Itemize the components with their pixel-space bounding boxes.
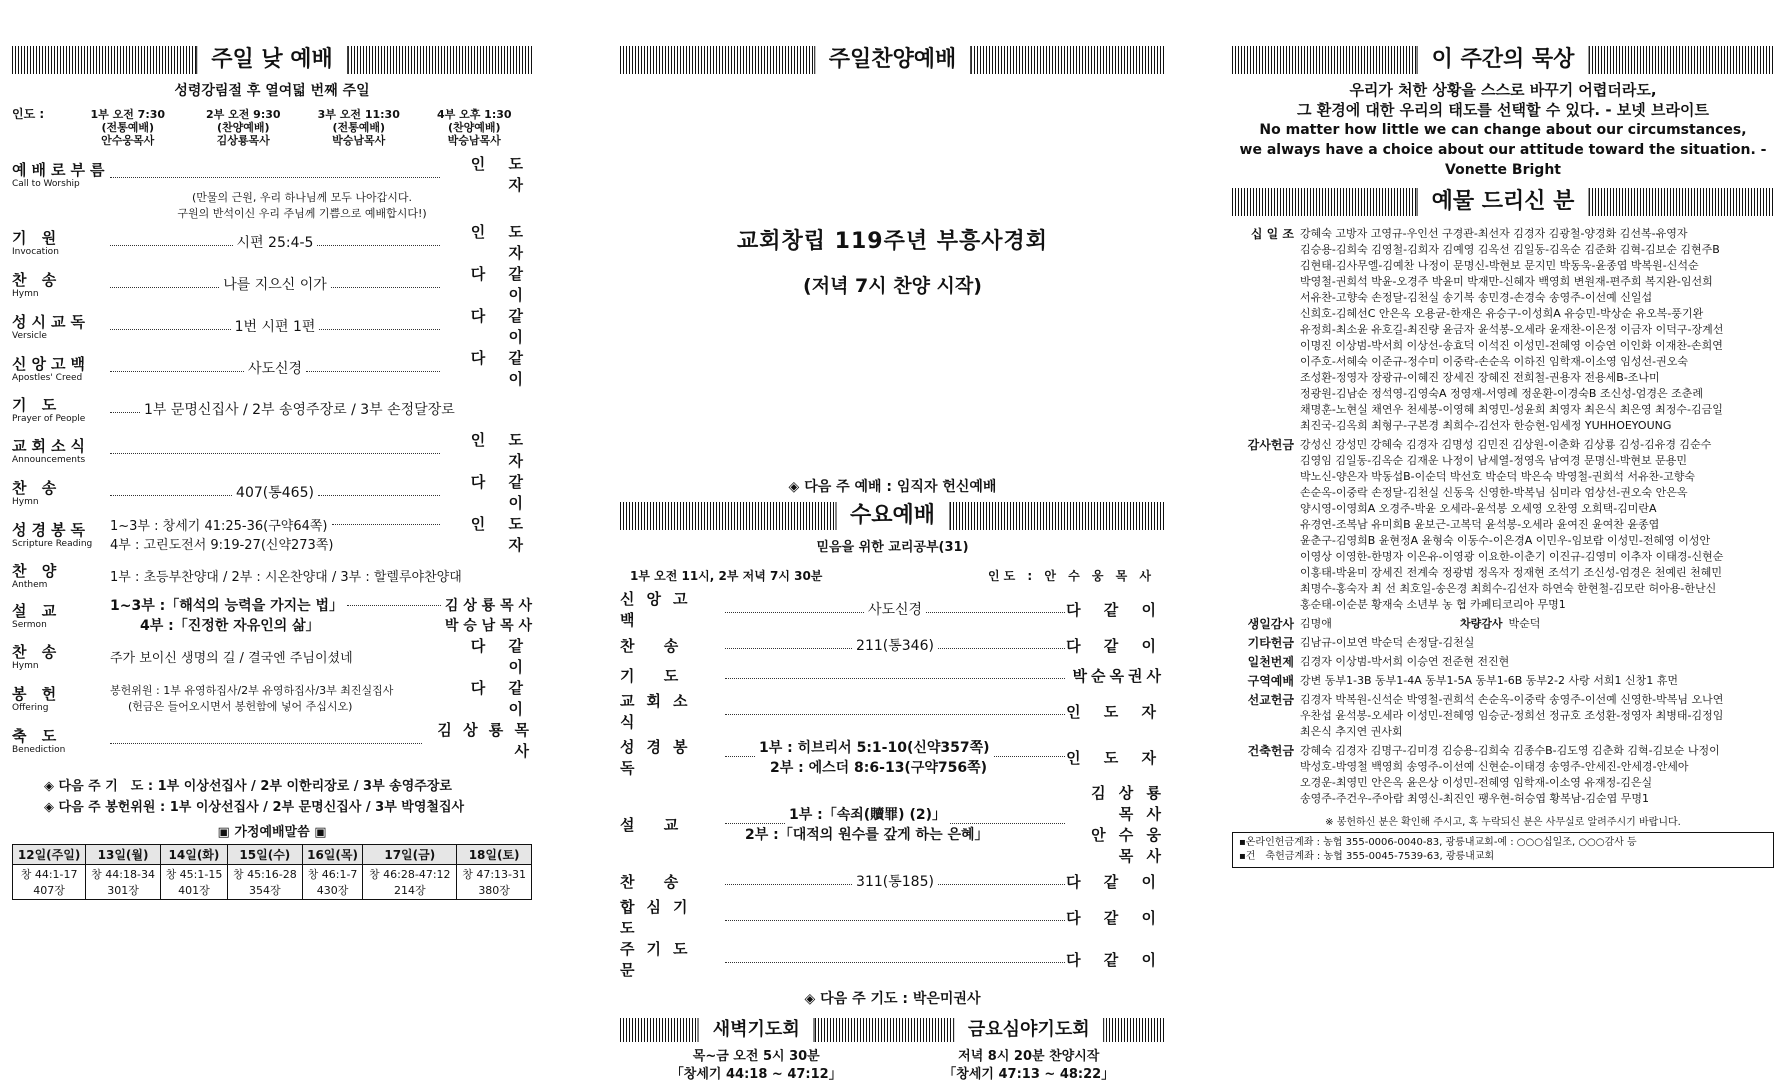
thanks-line: 이홍태-박윤미 장세진 전계숙 정광범 정옥자 정재현 조석기 조신성-엄경은 천예린 천혜민 — [1300, 566, 1722, 579]
giving-notice: ※ 봉헌하신 분은 확인해 주시고, 혹 누락되신 분은 사무실로 알려주시기 바랍니다. — [1325, 817, 1681, 828]
thanks-line: 윤춘구-김영희B 윤현정A 윤형숙 이동수-이은경A 이민우-임보람 이성민-전혜영 이성안 — [1300, 534, 1711, 547]
wed-united-prayer: 합심기도 다 같 이 — [620, 898, 1165, 937]
order-hymn-2: 찬 송 Hymn 407(통465) 다 같 이 — [12, 473, 532, 512]
givers-title: 예물 드리신 분 — [1417, 188, 1590, 216]
mission-line: 최은식 추지연 권사회 — [1300, 725, 1403, 738]
thanks-line: 강성신 강성민 강혜숙 김경자 김명성 김민진 김상원-이춘화 김상룡 김성-김유경 김순수 — [1300, 438, 1712, 451]
friday-prayer-title: 금요심야기도회 — [953, 1018, 1105, 1042]
tithe-line: 박영철-권희석 박윤-오경주 박윤미 박재만-신혜자 백영희 변원재-편주희 복지완-임선희 — [1300, 275, 1713, 288]
order-call-to-worship: 예배로부름 Call to Worship 인 도 자 — [12, 155, 532, 194]
lead-label: 인도 : — [12, 107, 45, 121]
build-line: 송영주-주건우-주아람 최영신-최진인 팽우현-허승엽 황복남-김순엽 무명1 — [1300, 792, 1649, 805]
tithe-line: 김현태-김사무엘-김예찬 나정이 문명신-박현보 문지민 박동욱-윤종엽 박복원-신석순 — [1300, 259, 1699, 272]
order-versicle: 성시교독 Versicle 1번 시편 1편 다 같 이 — [12, 307, 532, 346]
first-group: 일천번제 김경자 이상범-박서희 이승연 전준현 전진현 — [1247, 655, 1510, 669]
wednesday-title: 수요예배 — [835, 502, 950, 530]
tithe-line: 서유찬-고향숙 손정달-김천실 송기복 송민경-손경숙 송영주-이선예 신일섭 — [1300, 291, 1653, 304]
order-invocation: 기 원 Invocation 시편 25:4-5 인 도 자 — [12, 223, 532, 262]
sunday-worship-title: 주일 낮 예배 — [196, 46, 348, 74]
friday-prayer: 저녁 8시 20분 찬양시작 「창세기 47:13 ~ 48:22」 — [943, 1049, 1115, 1082]
praise-worship-column — [620, 46, 1165, 1084]
meditation-header — [1232, 46, 1774, 74]
prayer-meeting-header — [620, 1018, 1165, 1042]
service-4: 4부 오후 1:30 (찬양예배) 박승남목사 — [436, 108, 512, 147]
verse-row: 창 44:1-17 407장 창 44:18-34 301장 창 45:1-15 401장 창 45:16-28 354장 창 46:1-7 430장 창 46:28-47:12 214장 창 47:13-31 380장 — [13, 865, 532, 900]
thanks-line: 박노신-양은자 박동섭B-이순덕 박선호 박순덕 박은숙 박영철-권희석 서유찬-고향숙 — [1300, 470, 1696, 483]
wed-hymn-2: 찬 송 311(통185) 다 같 이 — [620, 872, 1165, 891]
wed-announcements: 교회소식 인 도 자 — [620, 692, 1165, 731]
wed-hymn: 찬 송 211(통346) 다 같 이 — [620, 636, 1165, 655]
next-offering: ◈ 다음 주 봉헌위원 : 1부 이상선집사 / 2부 문명신집사 / 3부 박영철집사 — [44, 800, 465, 815]
thanks-line: 홍순태-이순분 황재숙 소년부 농 협 카페티코리아 무명1 — [1300, 598, 1566, 611]
dawn-prayer-title: 새벽기도회 — [698, 1018, 815, 1042]
wed-next-prayer: ◈ 다음 주 기도 : 박은미권사 — [804, 991, 981, 1007]
tithe-line: 신희호-김혜선C 안은옥 오용균-한재은 유승구-이성희A 유승민-박상순 유오복-풍기완 — [1300, 307, 1704, 320]
family-worship-table — [12, 844, 532, 900]
tithe-line: 정광원-김남순 정석영-김영숙A 정영재-서영례 정운환-이경숙B 조신성-엄경은 조춘례 — [1300, 387, 1704, 400]
sunday-worship-header — [12, 46, 532, 74]
meditation-text: 우리가 처한 상황을 스스로 바꾸기 어렵더라도, 그 환경에 대한 우리의 태도를 선택할 수 있다. - 보넷 브라이트 No matter how little we can change about our circumstances, we always have a choice about our attitude toward the situation. - Vonette Bright — [1239, 81, 1767, 178]
praise-worship-header — [620, 46, 1165, 74]
wednesday-subtitle: 믿음을 위한 교리공부(31) — [816, 540, 969, 555]
sunday-worship-column — [12, 46, 532, 900]
wednesday-header — [620, 502, 1165, 530]
revival-time: (저녁 7시 찬양 시작) — [803, 275, 982, 297]
tithe-line: 이주호-서혜숙 이준규-정수미 이중락-손순옥 이하진 임학재-이소영 임성선-권오숙 — [1300, 355, 1688, 368]
order-anthem: 찬 양 Anthem 1부 : 초등부찬양대 / 2부 : 시온찬양대 / 3부 : 할렐루야찬양대 — [12, 562, 462, 590]
thanks-line: 최명수-홍숙자 최 선 최호일-송은경 최희수-김선자 하연숙 한현철-김모란 허아용-한난신 — [1300, 582, 1717, 595]
order-sermon: 설 교 Sermon 1~3부 :「해석의 능력을 가지는 법」 김 상 룡 목 사 4부 :「진정한 자유인의 삶」 박 승 남 목 사 — [12, 598, 532, 634]
order-hymn-3: 찬 송 Hymn 주가 보이신 생명의 길 / 결국엔 주님이셨네 다 같 이 — [12, 637, 532, 676]
thanks-line: 유경연-조복남 유미희B 윤보근-고복덕 윤석봉-오세라 윤여진 윤여찬 윤종엽 — [1300, 518, 1660, 531]
prayer-meetings — [620, 1048, 1165, 1084]
service-1: 1부 오전 7:30 (전통예배) 안수웅목사 — [90, 108, 166, 147]
wednesday-time: 1부 오전 11시, 2부 저녁 7시 30분 인도 : 안 수 웅 목 사 — [630, 569, 1155, 583]
meditation-title: 이 주간의 묵상 — [1417, 46, 1590, 74]
liturgical-week: 성령강림절 후 열여덟 번째 주일 — [174, 83, 370, 99]
thanks-line: 손순옥-이중락 손정달-김천실 신동욱 신영한-박복님 심미라 엄상선-권오숙 안은옥 — [1300, 486, 1688, 499]
meditation-column — [1232, 46, 1774, 868]
thanks-line: 양시영-이영희A 오경주-박윤 오세라-윤석봉 오세영 오찬영 오희택-김미란A — [1300, 502, 1657, 515]
mission-line: 우찬섭 윤석봉-오세라 이성민-전혜영 임승군-정희선 정규호 조성환-정영자 최병태-김정임 — [1300, 709, 1724, 722]
build-line: 박성호-박영철 백영희 송영주-이선예 신현순-이태경 송영주-안세진-안세경-안세아 — [1300, 760, 1689, 773]
order-prayer: 기 도 Prayer of People 1부 문명신집사 / 2부 송영주장로 / 3부 손정달장로 — [12, 396, 455, 424]
order-scripture: 성경봉독 Scripture Reading 1~3부 : 창세기 41:25-36(구약64쪽) 4부 : 고린도전서 9:19-27(신약273쪽) 인 도 자 — [12, 515, 532, 554]
mission-group: 선교헌금 김경자 박복원-신석순 박영철-권희석 손순옥-이중락 송영주-이선예 신영한-박복님 오나연 우찬섭 윤석봉-오세라 이성민-전혜영 임승군-정희선 정규호 조성환-정영자 최병태-김정임 최은식 추지연 권사회 — [1232, 692, 1774, 740]
tithe-group: 십 일 조 강혜숙 고방자 고영규-우인선 구경관-최선자 김경자 김광철-양경화 김선복-유영자 김승용-김희숙 김영철-김희자 김예영 김옥선 김일동-김옥순 김준화 김혁-김보순 김현주B 김현태-김사무엘-김예찬 나정이 문명신-박현보 문지민 박동욱-윤종엽 박복원-신석순 박영철-권희석 박윤-오경주 박윤미 박재만-신혜자 백영희 변원재-편주희 복지완-임선희 서유찬-고향숙 손정달-김천실 송기복 송민경-손경숙 송영주-이선예 신일섭 신희호-김혜선C 안은옥 오용균-한재은 유승구-이성희A 유승민-박상순 유오복-풍기완 유정희-최소윤 유호길-최진량 윤금자 윤석봉-오세라 윤재찬-이은정 이금자 이덕구-장계선 이명진 이상범-박서희 이상선-송효덕 이석진 이성민-전혜영 이승연 이인화 이재찬-손희연 이주호-서혜숙 이준규-정수미 이중락-손순옥 이하진 임학재-이소영 임성선-권오숙 조성환-정영자 장광규-이혜진 장세진 장혜진 전희철-권용자 전용세B-조나미 정광원-김남순 정석영-김영숙A 정영재-서영례 정운환-이경숙B 조신성-엄경은 조춘례 채명훈-노현실 채연우 천세봉-이영혜 최영민-성윤희 최영자 최은식 최은영 최정수-김금일 최진국-김옥희 최형구-구본경 최희수-김선자 한승현-임세정 YUHHOEYOUNG — [1232, 226, 1774, 434]
service-3: 3부 오전 11:30 (전통예배) 박승남목사 — [317, 108, 400, 147]
build-line: 오경운-최영민 안은옥 윤은상 이성민-전혜영 임학재-이소영 유재정-김은실 — [1300, 776, 1653, 789]
dawn-prayer: 목~금 오전 5시 30분 「창세기 44:18 ~ 47:12」 — [670, 1049, 842, 1082]
building-account: ▪건 축헌금계좌 : 농협 355-0045-7539-63, 광릉내교회 — [1239, 851, 1495, 862]
order-benediction: 축 도 Benediction 김 상 룡 목 사 — [12, 721, 532, 760]
account-box — [1232, 832, 1774, 868]
tithe-line: 조성환-정영자 장광규-이혜진 장세진 장혜진 전희철-권용자 전용세B-조나미 — [1300, 371, 1660, 384]
wed-prayer: 기 도 박순옥권사 — [620, 666, 1165, 685]
thanks-group: 감사헌금 강성신 강성민 강혜숙 김경자 김명성 김민진 김상원-이춘화 김상룡 김성-김유경 김순수 김영임 김일동-김옥순 김재운 나정이 남세열-정영옥 남여경 문명신-박현보 문용민 박노신-양은자 박동섭B-이순덕 박선호 박순덕 박은숙 박영철-권희석 서유찬-고향숙 손순옥-이중락 손정달-김천실 신동욱 신영한-박복님 심미라 엄상선-권오숙 안은옥 양시영-이영희A 오경주-박윤 오세라-윤석봉 오세영 오찬영 오희택-김미란A 유경연-조복남 유미희B 윤보근-고복덕 윤석봉-오세라 윤여진 윤여찬 윤종엽 윤춘구-김영희B 윤현정A 윤형숙 이동수-이은경A 이민우-임보람 이성민-전혜영 이성안 이영상 이영한-한명자 이은유-이영광 이요한-이춘기 이진규-김영미 이추자 이태경-신현순 이홍태-박윤미 장세진 전계숙 정광범 정옥자 정재현 조석기 조신성-엄경은 천예린 천혜민 최명수-홍숙자 최 선 최호일-송은경 최희수-김선자 하연숙 한현철-김모란 허아용-한난신 홍순태-이순분 황재숙 소년부 농 협 카페티코리아 무명1 — [1232, 437, 1774, 613]
service-leaders — [12, 108, 532, 147]
thanks-line: 김영임 김일동-김옥순 김재운 나정이 남세열-정영옥 남여경 문명신-박현보 문용민 — [1300, 454, 1688, 467]
tithe-line: 최진국-김옥희 최형구-구본경 최희수-김선자 한승현-임세정 YUHHOEYOUNG — [1300, 419, 1672, 432]
next-prayer: ◈ 다음 주 기 도 : 1부 이상선집사 / 2부 이한리장로 / 3부 송영주장로 — [44, 779, 452, 794]
service-2: 2부 오전 9:30 (찬양예배) 김상룡목사 — [205, 108, 281, 147]
tithe-line: 김승용-김희숙 김영철-김희자 김예영 김옥선 김일동-김옥순 김준화 김혁-김보순 김현주B — [1300, 243, 1720, 256]
givers-header — [1232, 188, 1774, 216]
wed-lords-prayer: 주기도문 다 같 이 — [620, 940, 1165, 979]
wed-scripture: 성경봉독 1부 : 히브리서 5:1-10(신약357쪽) 2부 : 에스더 8:6-13(구약756쪽) 인 도 자 — [620, 738, 1165, 777]
days-row: 12일(주일) 13일(월) 14일(화) 15일(수) 16일(목) 17일(금) 18일(토) — [13, 845, 532, 865]
order-announcements: 교회소식 Announcements 인 도 자 — [12, 431, 532, 470]
tithe-line: 이명진 이상범-박서희 이상선-송효덕 이석진 이성민-전혜영 이승연 이인화 이재찬-손희연 — [1300, 339, 1723, 352]
call-note: (만물의 근원, 우리 하나님께 모두 나아갑시다. 구원의 반석이신 우리 주님께 기쁨으로 예배합시다!) — [177, 191, 427, 220]
tithe-line: 유정희-최소윤 유호길-최진량 윤금자 윤석봉-오세라 윤재찬-이은정 이금자 이덕구-장계선 — [1300, 323, 1724, 336]
district-group: 구역예배 강변 동부1-3B 동부1-4A 동부1-5A 동부1-6B 동부2-2 사랑 서희1 신창1 휴먼 — [1247, 674, 1678, 688]
wed-creed: 신앙고백 사도신경 다 같 이 — [620, 590, 1165, 629]
tithe-line: 채명훈-노현실 채연우 천세봉-이영혜 최영민-성윤희 최영자 최은식 최은영 최정수-김금일 — [1300, 403, 1723, 416]
mission-line: 김경자 박복원-신석순 박영철-권희석 손순옥-이중락 송영주-이선예 신영한-박복님 오나연 — [1300, 693, 1724, 706]
revival-title: 교회창립 119주년 부흥사경회 — [736, 229, 1048, 254]
tithe-line: 강혜숙 고방자 고영규-우인선 구경관-최선자 김경자 김광철-양경화 김선복-유영자 — [1300, 227, 1688, 240]
praise-worship-title: 주일찬양예배 — [814, 46, 972, 74]
thanks-line: 이영상 이영한-한명자 이은유-이영광 이요한-이춘기 이진규-김영미 이추자 이태경-신현순 — [1300, 550, 1724, 563]
givers-list — [1232, 226, 1774, 807]
build-line: 강혜숙 김경자 김명구-김미경 김승용-김희숙 김종수B-김도영 김춘화 김혁-김보순 나정이 — [1300, 744, 1720, 757]
order-offering: 봉 헌 Offering 봉헌위원 : 1부 유영하집사/2부 유영하집사/3부 최진실집사 (헌금은 들어오시면서 봉헌함에 넣어 주십시오) 다 같 이 — [12, 679, 532, 718]
online-account: ▪온라인헌금계좌 : 농협 355-0006-0040-83, 광릉내교회-예 : ○○○십일조, ○○○감사 등 — [1239, 837, 1637, 848]
other-group: 기타헌금 김남규-이보연 박순덕 손정달-김천실 — [1247, 636, 1475, 650]
order-creed: 신앙고백 Apostles' Creed 사도신경 다 같 이 — [12, 349, 532, 388]
order-hymn-1: 찬 송 Hymn 나를 지으신 이가 다 같 이 — [12, 265, 532, 304]
next-worship: ◈ 다음 주 예배 : 임직자 헌신예배 — [788, 479, 997, 495]
family-worship-title: ▣ 가정예배말씀 ▣ — [217, 825, 327, 840]
birthday-group: 생일감사 김명애 차량감사 박순덕 — [1247, 617, 1541, 631]
wed-sermon: 설 교 1부 :「속죄(贖罪) (2)」 2부 :「대적의 원수를 갚게 하는 은혜」 김 상 룡 목 사 안 수 웅 목 사 — [620, 784, 1165, 865]
building-group: 건축헌금 강혜숙 김경자 김명구-김미경 김승용-김희숙 김종수B-김도영 김춘화 김혁-김보순 나정이 박성호-박영철 백영희 송영주-이선예 신현순-이태경 송영주-안세진-안세경-안세아 오경운-최영민 안은옥 윤은상 이성민-전혜영 임학재-이소영 유재정-김은실 송영주-주건우-주아람 최영신-최진인 팽우현-허승엽 황복남-김순엽 무명1 — [1232, 743, 1774, 807]
